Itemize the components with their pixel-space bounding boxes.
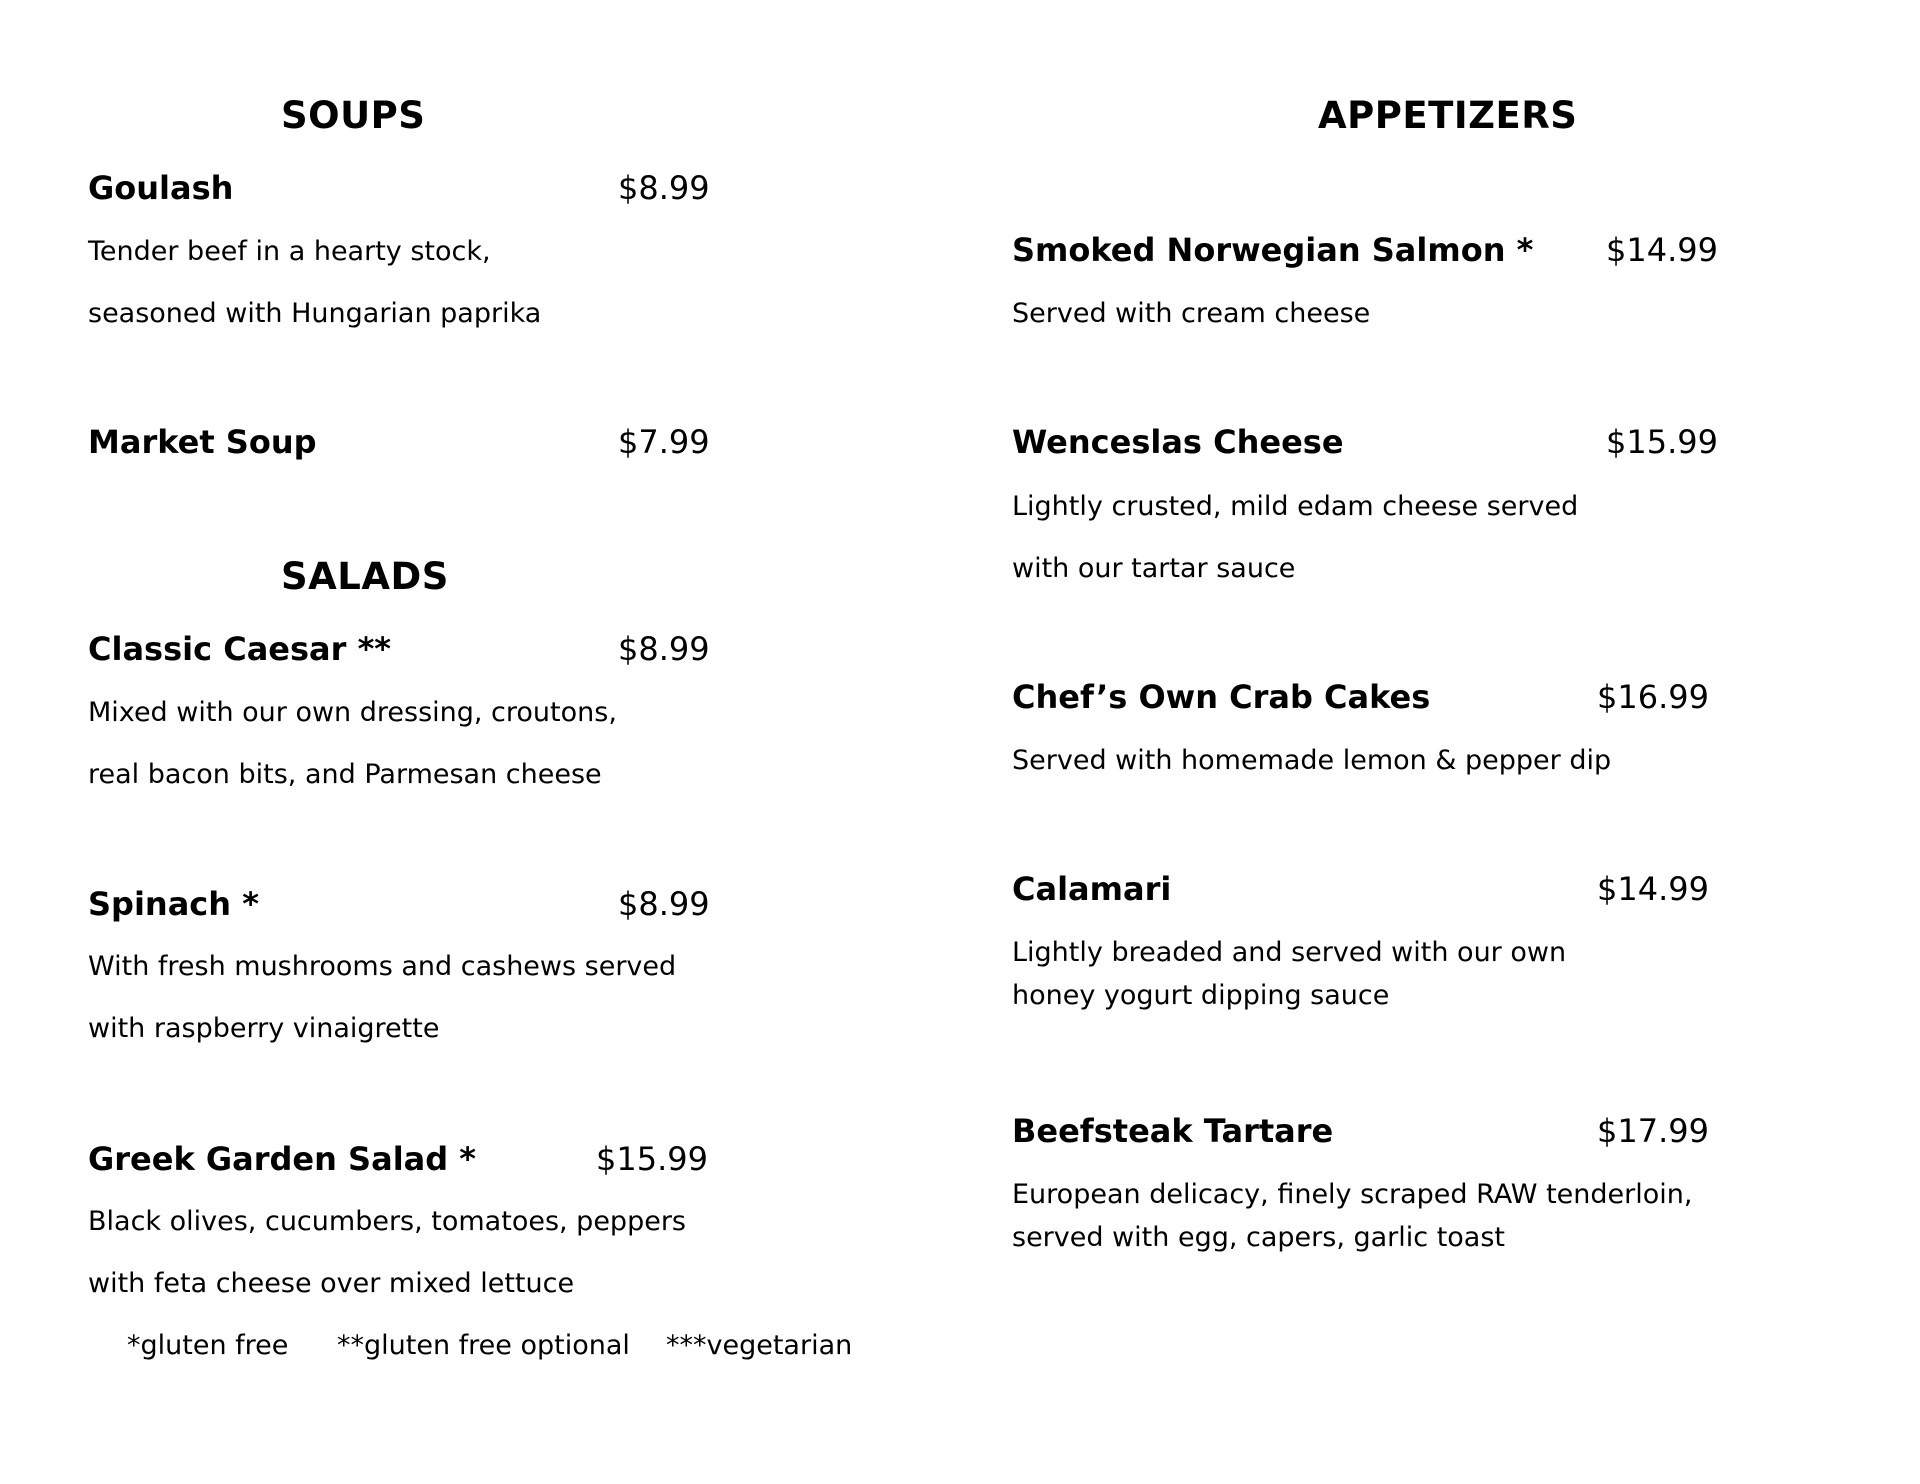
menu-item-name: Classic Caesar ** [88, 630, 392, 668]
menu-item-description: Served with homemade lemon & pepper dip [1012, 745, 1612, 776]
legend-vegetarian: ***vegetarian [666, 1330, 853, 1361]
menu-item-description: Mixed with our own dressing, croutons, [88, 697, 617, 728]
menu-item-price: $14.99 [1597, 870, 1709, 908]
menu-item-price: $14.99 [1606, 231, 1718, 269]
menu-item-description: with our tartar sauce [1012, 553, 1296, 584]
menu-item-price: $15.99 [596, 1140, 708, 1178]
menu-item-description: honey yogurt dipping sauce [1012, 980, 1390, 1011]
legend-gluten-free-optional: **gluten free optional [337, 1330, 630, 1361]
menu-item-description: With fresh mushrooms and cashews served [88, 951, 677, 982]
menu-item-name: Spinach * [88, 885, 259, 923]
menu-item-description: with raspberry vinaigrette [88, 1013, 440, 1044]
menu-item-name: Beefsteak Tartare [1012, 1112, 1334, 1150]
menu-item-name: Greek Garden Salad * [88, 1140, 477, 1178]
menu-item-description: Lightly breaded and served with our own [1012, 937, 1567, 968]
menu-item-price: $8.99 [618, 169, 710, 207]
menu-item-description: real bacon bits, and Parmesan cheese [88, 759, 602, 790]
menu-item-price: $8.99 [618, 630, 710, 668]
menu-item-name: Calamari [1012, 870, 1172, 908]
salads-heading: SALADS [281, 555, 449, 598]
menu-item-description: Lightly crusted, mild edam cheese served [1012, 491, 1579, 522]
menu-item-price: $8.99 [618, 885, 710, 923]
legend-gluten-free: *gluten free [127, 1330, 289, 1361]
soups-heading: SOUPS [281, 94, 426, 137]
menu-item-description: Black olives, cucumbers, tomatoes, peppers [88, 1206, 686, 1237]
menu-item-description: European delicacy, finely scraped RAW tenderloin, [1012, 1179, 1693, 1210]
menu-item-description: served with egg, capers, garlic toast [1012, 1222, 1506, 1253]
menu-item-price: $7.99 [618, 423, 710, 461]
menu-item-description: Tender beef in a hearty stock, [88, 236, 491, 267]
menu-item-name: Chef’s Own Crab Cakes [1012, 678, 1431, 716]
menu-item-name: Market Soup [88, 423, 317, 461]
menu-item-name: Wenceslas Cheese [1012, 423, 1344, 461]
menu-item-description: with feta cheese over mixed lettuce [88, 1268, 575, 1299]
menu-item-price: $16.99 [1597, 678, 1709, 716]
menu-item-price: $15.99 [1606, 423, 1718, 461]
menu-item-name: Smoked Norwegian Salmon * [1012, 231, 1534, 269]
menu-item-description: Served with cream cheese [1012, 298, 1371, 329]
menu-item-name: Goulash [88, 169, 234, 207]
appetizers-heading: APPETIZERS [1318, 94, 1578, 137]
menu-item-description: seasoned with Hungarian paprika [88, 298, 542, 329]
menu-item-price: $17.99 [1597, 1112, 1709, 1150]
